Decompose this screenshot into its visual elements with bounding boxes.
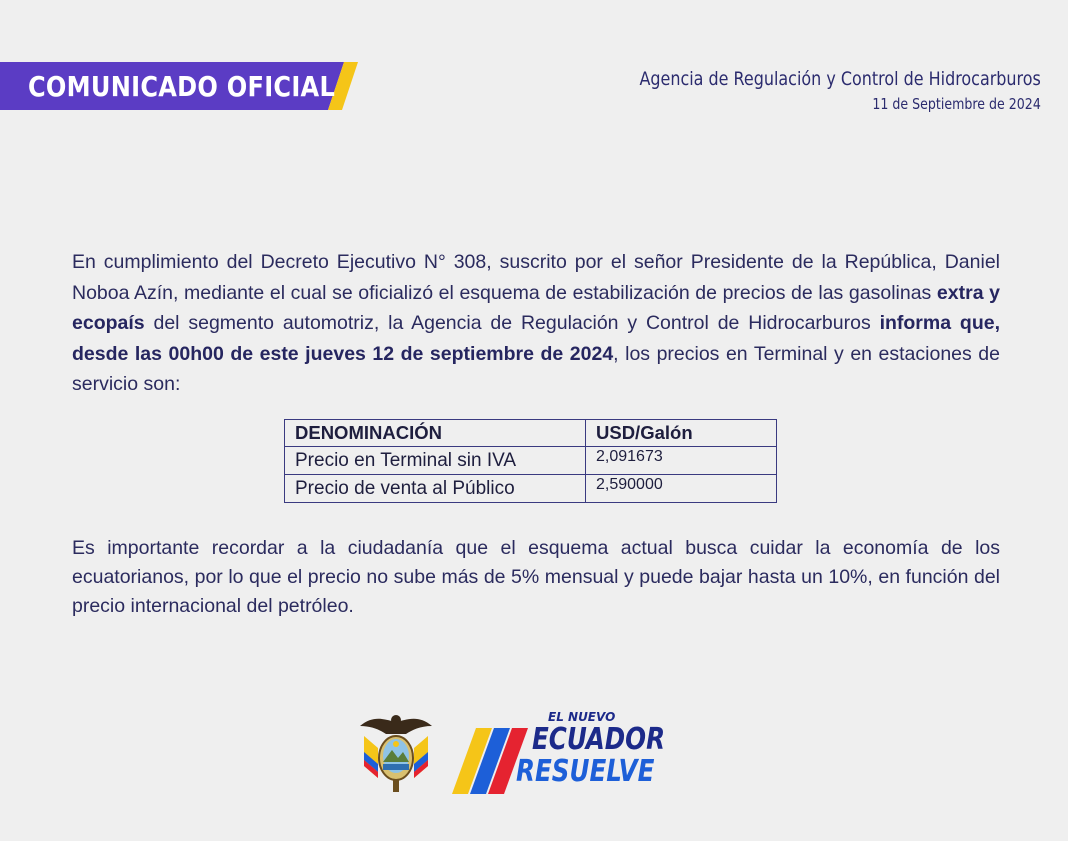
comunicado-banner bbox=[0, 62, 358, 110]
table-row bbox=[285, 475, 777, 503]
agency-header bbox=[563, 68, 1041, 113]
agency-name: Agencia de Regulación y Control de Hidrocarburos bbox=[639, 68, 1041, 90]
row-label: Precio en Terminal sin IVA bbox=[285, 447, 586, 475]
intro-text-e: , los precios en Terminal y en estaciones de servicio son: bbox=[72, 342, 1000, 395]
intro-paragraph bbox=[72, 247, 1000, 400]
ecuador-coat-of-arms-icon bbox=[356, 708, 436, 801]
banner-title: COMUNICADO OFICIAL bbox=[28, 70, 336, 103]
ecuador-resuelve-logo bbox=[452, 708, 666, 800]
communique-date: 11 de Septiembre de 2024 bbox=[872, 95, 1041, 113]
table-row bbox=[285, 447, 777, 475]
row-value: 2,091673 bbox=[586, 447, 777, 475]
price-table bbox=[284, 419, 777, 503]
brand-small-text: EL NUEVO bbox=[548, 710, 616, 724]
intro-text-announcement: informa que, desde las 00h00 de este jueves 12 de septiembre de 2024 bbox=[72, 312, 1001, 365]
intro-text-fuel: extra y ecopaís bbox=[72, 281, 1000, 334]
brand-ecuador-text: ECUADOR bbox=[532, 722, 666, 757]
row-value: 2,590000 bbox=[586, 475, 777, 503]
intro-text-c: del segmento automotriz, la Agencia de Regulación y Control de Hidrocarburos bbox=[144, 312, 880, 334]
closing-paragraph: Es importante recordar a la ciudadanía que el esquema actual busca cuidar la economía de los ecuatorianos, por lo que el precio no sube más de 5% mensual y puede bajar hasta un 10%, en función del precio internacional del petróleo. bbox=[72, 537, 1000, 617]
table-header-row bbox=[285, 420, 777, 447]
intro-text-a: En cumplimiento del Decreto Ejecutivo N° 308, suscrito por el señor Presidente de la República, Daniel Noboa Azín, mediante el cual se oficializó el esquema de estabilización de precios de las gasolinas bbox=[72, 251, 1000, 304]
header-usd-galon: USD/Galón bbox=[586, 420, 777, 447]
header-denominacion: DENOMINACIÓN bbox=[285, 420, 586, 447]
brand-resuelve-text: RESUELVE bbox=[516, 754, 655, 789]
row-label: Precio de venta al Público bbox=[285, 475, 586, 503]
